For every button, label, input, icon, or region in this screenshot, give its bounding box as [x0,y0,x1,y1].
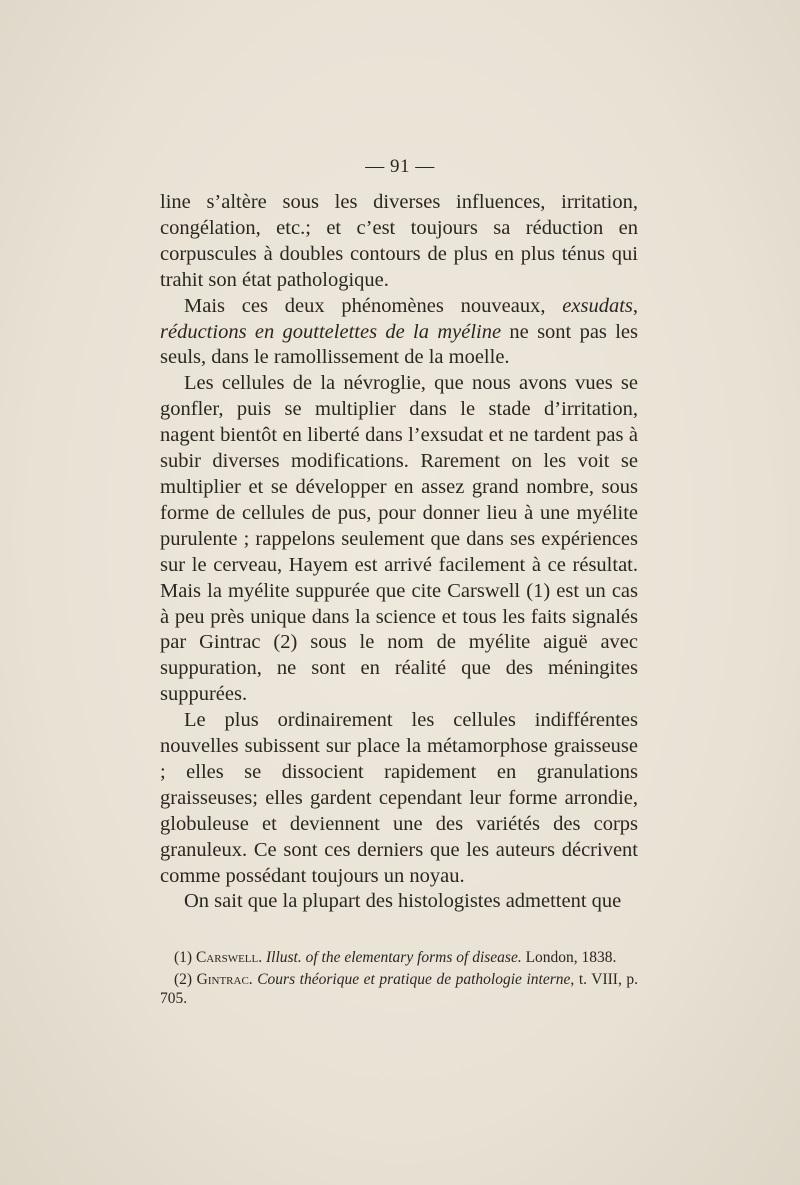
italic-text: Cours théorique et pratique de pathologie interne [257,970,571,988]
author-name: Gintrac. [196,970,253,988]
text-run: Les cellules de la névroglie, que nous avons vues se gonfler, puis se multiplier dans le stade d’irritation, nagent bientôt en liberté dans l’exsudat et ne tardent pas à subir diverses modifications. Rarement on les voit se multiplier et se développer en assez grand nombre, sous forme de cellules de pus, pour donner lieu à une myélite purulente ; rappelons seulement que dans ses expériences sur le cerveau, Hayem est arrivé facilement à ce résultat. Mais la myélite suppurée que cite Carswell (1) est un cas à peu près unique dans la science et tous les faits signalés par Gintrac (2) sous le nom de myélite aiguë avec suppuration, ne sont en réalité que des méningites suppurées. [160,372,638,706]
text-run: Mais ces deux phénomènes nouveaux, [184,294,563,317]
footnotes [160,948,638,1011]
italic-text: Illust. of the elementary forms of disease. [265,949,522,966]
text-run: (1) [174,949,196,966]
paragraph [160,190,638,294]
page-number: — 91 — [365,156,435,177]
text-run: (2) [174,970,197,988]
paragraph [160,371,638,708]
author-name: Carswell. [195,949,263,966]
paragraph [160,708,638,889]
italic-text: réductions en gouttelettes de la myéline [160,320,502,343]
text-run: , t. VIII, p. 705. [160,970,639,1007]
text-run: On sait que la plupart des histologistes admettent que [184,890,622,913]
paragraph [160,294,638,372]
body-text [160,190,638,915]
footnote [160,948,638,968]
italic-text: exsudats [562,294,633,317]
text-run: line s’altère sous les diverses influences, irritation, congélation, etc.; et c’est toujours sa réduction en corpuscules à doubles contours de plus en plus ténus qui trahit son état pathologique. [160,191,638,291]
paragraph [160,889,638,915]
footnote [160,970,638,1009]
text-run: ne sont pas les seuls, dans le ramollissement de la moelle. [160,320,639,369]
text-run: London, 1838. [521,949,617,966]
text-run: , [632,294,638,317]
text-run: Le plus ordinairement les cellules indifférentes nouvelles subissent sur place la métamorphose graisseuse ; elles se dissocient rapidement en granulations graisseuses; elles gardent cependant leur forme arrondie, globuleuse et deviennent une des variétés des corps granuleux. Ce sont ces derniers que les auteurs décrivent comme possédant toujours un noyau. [160,709,638,887]
